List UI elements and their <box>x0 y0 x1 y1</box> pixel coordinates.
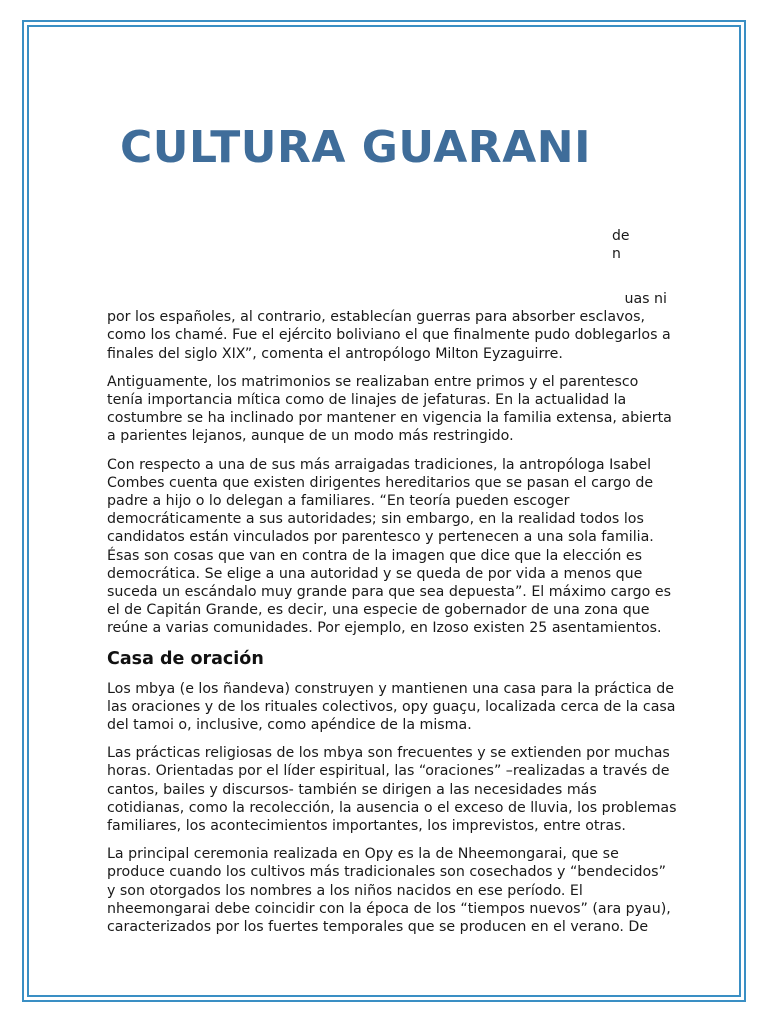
text-fragment: de <box>612 228 630 244</box>
text-line: a parientes lejanos, aunque de un modo más restringido. <box>107 428 514 445</box>
text-line: costumbre se ha inclinado por mantener en vigencia la familia extensa, abierta <box>107 410 672 427</box>
text-line: del tamoi o, inclusive, como apéndice de la misma. <box>107 717 472 734</box>
text-line: familiares, los acontecimientos importantes, los imprevistos, entre otras. <box>107 818 626 835</box>
text-line: democráticamente a sus autoridades; sin embargo, en la realidad todos los <box>107 511 644 528</box>
paragraph <box>107 845 671 936</box>
text-line: La principal ceremonia realizada en Opy es la de Nheemongarai, que se <box>107 846 619 863</box>
document-title: CULTURA GUARANI <box>120 122 591 173</box>
text-line: caracterizados por los fuertes temporales que se producen en el verano. De <box>107 919 649 936</box>
text-line: Las prácticas religiosas de los mbya son frecuentes y se extienden por muchas <box>107 745 670 762</box>
text-line: Combes cuenta que existen dirigentes hereditarios que se pasan el cargo de <box>107 474 654 491</box>
text-fragment: n <box>612 246 621 262</box>
text-line: cantos, bailes y discursos- también se dirigen a las necesidades más <box>107 781 597 798</box>
text-line: uas ni <box>624 291 667 307</box>
section-heading: Casa de oración <box>107 648 264 669</box>
text-line: como los chamé. Fue el ejército boliviano el que finalmente pudo doblegarlos a <box>107 327 671 344</box>
paragraph <box>107 744 677 835</box>
text-line: finales del siglo XIX”, comenta el antropólogo Milton Eyzaguirre. <box>107 345 563 362</box>
text-line: por los españoles, al contrario, establecían guerras para absorber esclavos, <box>107 309 645 326</box>
text-line: y son otorgados los nombres a los niños nacidos en ese período. El <box>107 882 583 899</box>
text-line: cotidianas, como la recolección, la ausencia o el exceso de lluvia, los problemas <box>107 799 677 816</box>
paragraph <box>107 680 676 735</box>
text-line: horas. Orientadas por el líder espiritual, las “oraciones” –realizadas a través de <box>107 763 670 780</box>
text-line: reúne a varias comunidades. Por ejemplo, en Izoso existen 25 asentamientos. <box>107 620 662 637</box>
text-line: suceda un escándalo muy grande para que sea depuesta”. El máximo cargo es <box>107 584 671 601</box>
text-line: padre a hijo o lo delegan a familiares. “En teoría pueden escoger <box>107 493 570 510</box>
text-line: Con respecto a una de sus más arraigadas tradiciones, la antropóloga Isabel <box>107 456 652 473</box>
text-line: democrática. Se elige a una autoridad y se queda de por vida a menos que <box>107 565 643 582</box>
paragraph <box>107 290 671 363</box>
paragraph <box>107 373 672 446</box>
text-line: el de Capitán Grande, es decir, una especie de gobernador de una zona que <box>107 602 650 619</box>
text-line: tenía importancia mítica como de linajes de jefaturas. En la actualidad la <box>107 392 627 409</box>
text-line: nheemongarai debe coincidir con la época de los “tiempos nuevos” (ara pyau), <box>107 900 671 917</box>
text-line: candidatos están vinculados por parentesco y pertenecen a una sola familia. <box>107 529 654 546</box>
paragraph <box>107 456 671 638</box>
text-line: las oraciones y de los rituales colectivos, opy guaçu, localizada cerca de la casa <box>107 698 676 715</box>
text-line: produce cuando los cultivos más tradicionales son cosechados y “bendecidos” <box>107 864 666 881</box>
text-line: Antiguamente, los matrimonios se realizaban entre primos y el parentesco <box>107 373 639 390</box>
document-body <box>107 290 677 946</box>
text-line: Ésas son cosas que van en contra de la imagen que dice que la elección es <box>107 547 643 564</box>
text-line: Los mbya (e los ñandeva) construyen y mantienen una casa para la práctica de <box>107 680 674 697</box>
